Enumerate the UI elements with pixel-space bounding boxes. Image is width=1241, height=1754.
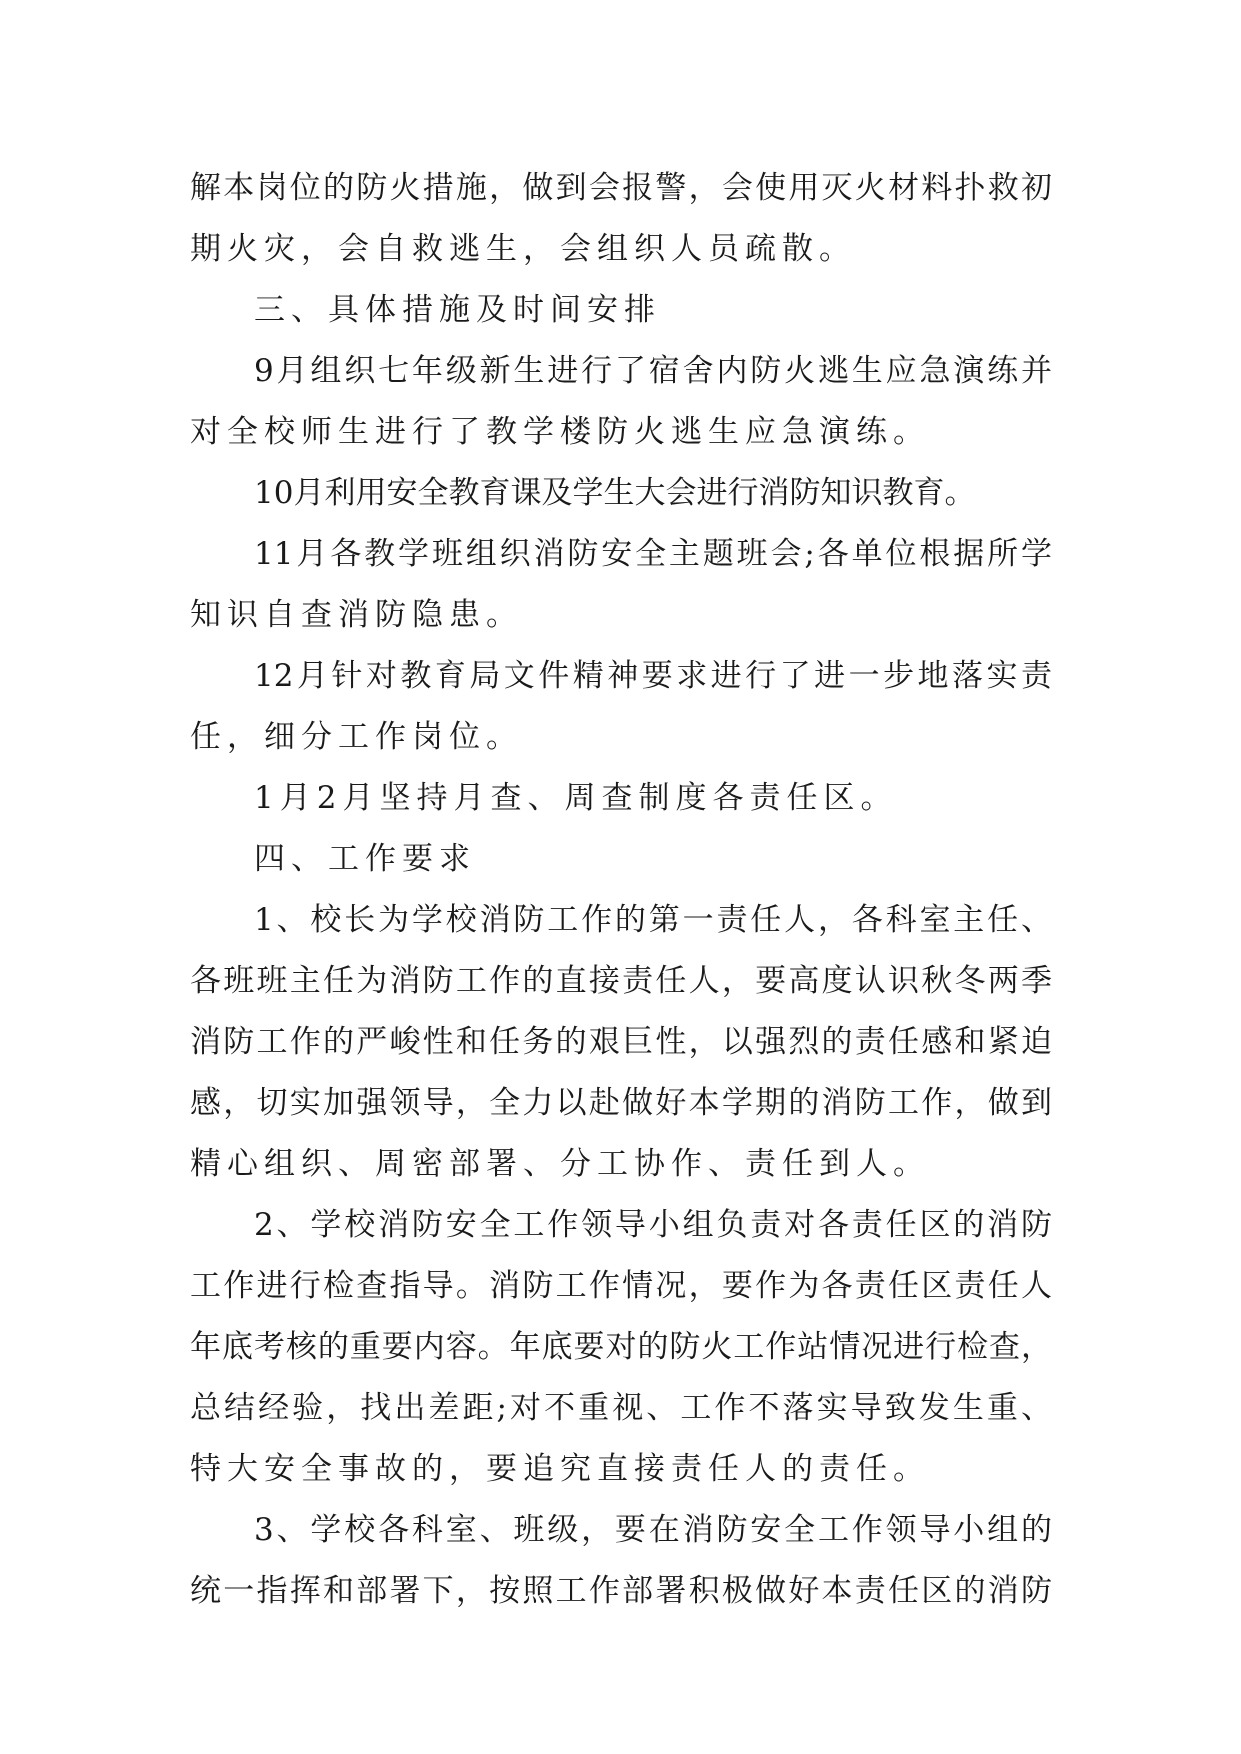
text-line: 11月各教学班组织消防安全主题班会;各单位根据所学 [254, 536, 1052, 572]
text-line: 任，细分工作岗位。 [190, 719, 523, 755]
text-line: 12月针对教育局文件精神要求进行了进一步地落实责 [254, 658, 1052, 694]
text-line: 感，切实加强领导，全力以赴做好本学期的消防工作，做到 [190, 1085, 1052, 1121]
text-line: 10月利用安全教育课及学生大会进行消防知识教育。 [254, 475, 976, 511]
text-line: 消防工作的严峻性和任务的艰巨性，以强烈的责任感和紧迫 [190, 1024, 1052, 1060]
text-line: 3、学校各科室、班级，要在消防安全工作领导小组的 [254, 1512, 1052, 1548]
text-line: 对全校师生进行了教学楼防火逃生应急演练。 [190, 414, 930, 450]
text-line: 1月2月坚持月查、周查制度各责任区。 [254, 780, 898, 816]
text-line: 统一指挥和部署下，按照工作部署积极做好本责任区的消防 [190, 1573, 1052, 1609]
section-heading: 四、工作要求 [254, 841, 476, 877]
text-line: 特大安全事故的，要追究直接责任人的责任。 [190, 1451, 930, 1487]
text-line: 各班班主任为消防工作的直接责任人，要高度认识秋冬两季 [190, 963, 1052, 999]
text-line: 解本岗位的防火措施，做到会报警，会使用灭火材料扑救初 [190, 170, 1052, 206]
text-line: 9月组织七年级新生进行了宿舍内防火逃生应急演练并 [254, 353, 1052, 389]
text-line: 1、校长为学校消防工作的第一责任人，各科室主任、 [254, 902, 1052, 938]
text-line: 年底考核的重要内容。年底要对的防火工作站情况进行检查， [190, 1329, 1052, 1365]
text-line: 精心组织、周密部署、分工协作、责任到人。 [190, 1146, 930, 1182]
text-line: 工作进行检查指导。消防工作情况，要作为各责任区责任人 [190, 1268, 1052, 1304]
text-line: 知识自查消防隐患。 [190, 597, 523, 633]
text-line: 总结经验，找出差距;对不重视、工作不落实导致发生重、 [190, 1390, 1052, 1426]
text-line: 2、学校消防安全工作领导小组负责对各责任区的消防 [254, 1207, 1052, 1243]
section-heading: 三、具体措施及时间安排 [254, 292, 661, 328]
text-line: 期火灾，会自救逃生，会组织人员疏散。 [190, 231, 856, 267]
